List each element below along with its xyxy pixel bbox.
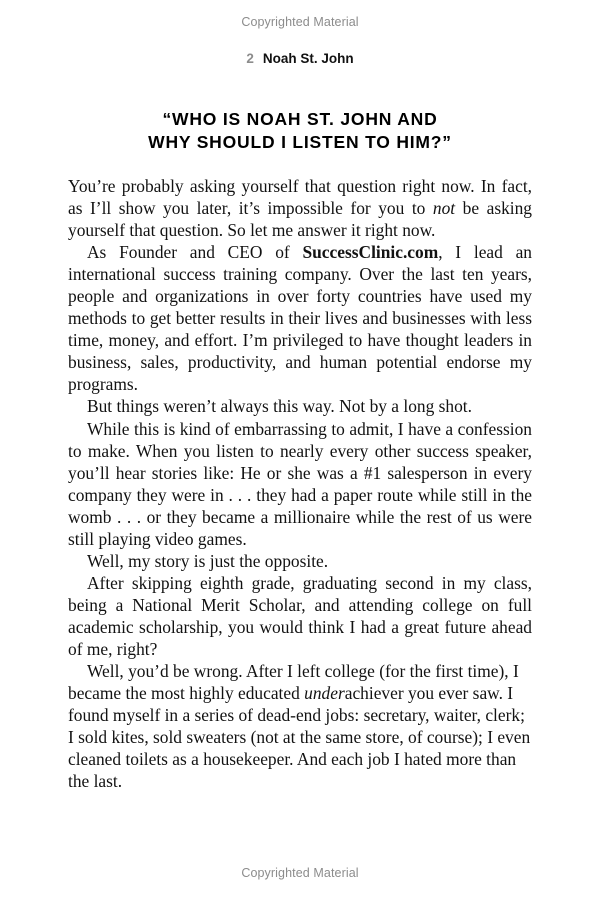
paragraph-1-text-b: be asking yourself that question. So let me answer it right now. (68, 198, 533, 241)
body-text (68, 175, 532, 792)
paragraph-7-text-b: achiever you ever saw. I found myself in a series of dead-end jobs: secretary, waiter, clerk; I sold kites, sold sweaters (not at the same store, of course); I even cleaned toilets as a housekeeper. And each job I hated more than the last. (68, 683, 531, 792)
paragraph-5: Well, my story is just the opposite. (87, 550, 329, 571)
running-head (0, 51, 600, 66)
paragraph-7-text-a: Well, you’d be wrong. After I left college (for the first time), I became the most highly educated (68, 661, 519, 704)
paragraph-1-emphasis: not (432, 198, 456, 219)
paragraph-2-text-a: As Founder and CEO of (87, 242, 303, 263)
paragraph-1 (68, 175, 532, 241)
paragraph-1-text-a: You’re probably asking yourself that question right now. In fact, as I’ll show you later, it’s impossible for you to (68, 176, 532, 219)
paragraph-4: While this is kind of embarrassing to admit, I have a confession to make. When you listen to nearly every other success speaker, you’ll hear stories like: He or she was a #1 salesperson in every company they were in . . . they had a paper route while still in the womb . . . or they became a millionaire while the rest of us were still playing video games. (68, 418, 532, 549)
paragraph-7-emphasis: under (304, 683, 345, 704)
paragraph-2 (68, 241, 532, 395)
chapter-heading-line-1: “WHO IS NOAH ST. JOHN AND (162, 108, 438, 129)
chapter-heading-line-2: WHY SHOULD I LISTEN TO HIM?” (148, 131, 452, 152)
copyright-watermark-top: Copyrighted Material (241, 15, 359, 29)
paragraph-6: After skipping eighth grade, graduating second in my class, being a National Merit Scholar, and attending college on full academic scholarship, you would think I had a great future ahead of me, right? (68, 572, 532, 659)
paragraph-3: But things weren’t always this way. Not by a long shot. (87, 396, 472, 417)
running-head-author: Noah St. John (262, 51, 354, 66)
copyright-watermark-bottom: Copyrighted Material (241, 866, 359, 880)
chapter-heading (68, 108, 532, 154)
paragraph-2-text-b: , I lead an international success training company. Over the last ten years, people and organizations in over forty countries have used my methods to get better results in their lives and businesses with less time, money, and effort. I’m privileged to have thought leaders in business, sales, productivity, and human potential endorse my programs. (68, 242, 532, 395)
brand-name-successclinic: SuccessClinic.com (302, 242, 439, 263)
page-number: 2 (246, 51, 254, 66)
paragraph-7 (68, 660, 532, 792)
